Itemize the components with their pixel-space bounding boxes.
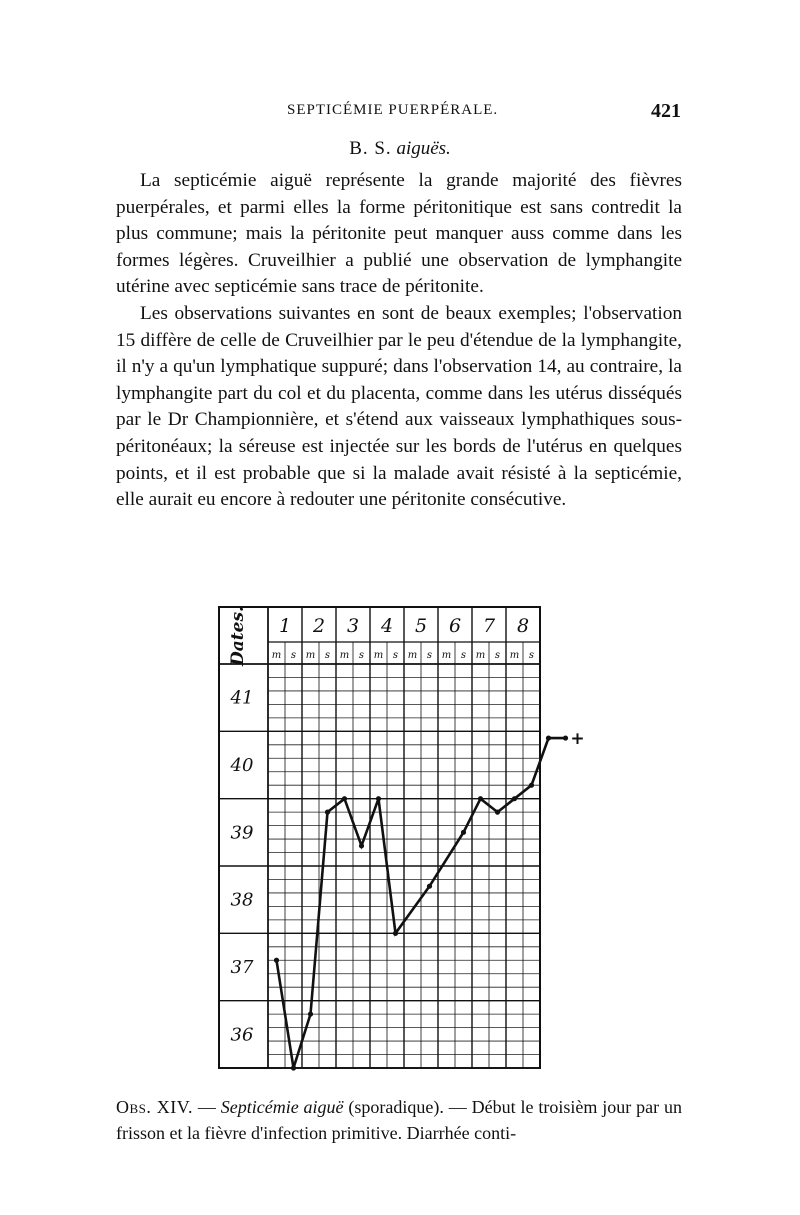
day-label: 5: [414, 615, 428, 637]
temperature-chart-svg: [218, 606, 585, 1070]
temperature-point: [325, 810, 330, 815]
temperature-point: [308, 1012, 313, 1017]
chart-frame: [219, 607, 540, 1068]
death-marker: +: [570, 729, 585, 750]
temperature-point: [342, 796, 347, 801]
sub-label: m: [373, 650, 384, 661]
temperature-point: [359, 843, 364, 848]
day-label: 2: [312, 615, 326, 637]
caption-obs: Obs. XIV.: [116, 1097, 193, 1117]
sub-label: s: [460, 650, 467, 661]
section-title: [0, 138, 800, 160]
y-tick-label: 38: [230, 889, 254, 911]
sub-label: m: [509, 650, 520, 661]
page-number: 421: [651, 100, 681, 122]
caption-dash: —: [192, 1097, 221, 1117]
paragraph-1: La septicémie aiguë représente la grande majorité des fièvres puerpérales, et parmi elles la forme péritonitique est sans contredit la plus commune; mais la péritonite peut manquer auss comme dans les formes légères. Cruveilhier a publié une observation de lymphangite utérine avec septicémie sans trace de péritonite.: [116, 170, 682, 298]
day-label: 3: [346, 615, 360, 637]
temperature-point: [427, 884, 432, 889]
paragraph-2: Les observations suivantes en sont de beaux exemples; l'observation 15 diffère de celle de Cruveilhier par le peu d'étendue de la lymphangite, il n'y a qu'un lymphatique suppuré; dans l'observation 14, au contraire, la lymphangite part du col et du placenta, comme dans les utérus disséqués par le Dr Championnière, et s'étend aux vaisseaux lymphathiques sous-péritonéaux; la séreuse est injectée sur les bords de l'utérus en quelques points, et il est probable que si la malade avait résisté à la septicémie, elle aurait eu encore à redouter une péritonite consécutive.: [116, 302, 682, 511]
day-label: 8: [516, 615, 530, 637]
sub-label: s: [358, 650, 365, 661]
y-tick-label: 36: [230, 1024, 254, 1046]
sub-label: m: [339, 650, 350, 661]
temperature-point: [274, 958, 279, 963]
sub-label: s: [392, 650, 399, 661]
sub-label: s: [528, 650, 535, 661]
temperature-chart: [218, 606, 585, 1070]
running-title: SEPTICÉMIE PUERPÉRALE.: [287, 102, 499, 118]
sub-label: s: [426, 650, 433, 661]
running-header: [115, 100, 685, 124]
y-tick-label: 41: [230, 687, 254, 709]
sub-label: m: [407, 650, 418, 661]
caption-title: Septicémie aiguë: [220, 1097, 344, 1117]
sub-label: s: [324, 650, 331, 661]
temperature-point: [495, 810, 500, 815]
day-label: 1: [278, 615, 292, 637]
caption-rest: (sporadique). — Début le troisièm jour par un frisson et la fièvre d'infection primitive. Diarrhée conti-: [116, 1097, 682, 1143]
section-title-text: aiguës.: [396, 138, 451, 159]
temperature-point: [478, 796, 483, 801]
temperature-point: [461, 830, 466, 835]
sub-label: s: [494, 650, 501, 661]
dates-corner-label: Dates.: [228, 606, 248, 666]
y-tick-label: 39: [230, 822, 254, 844]
temperature-point: [291, 1065, 296, 1070]
figure-caption: [116, 1094, 682, 1146]
sub-label: m: [271, 650, 282, 661]
body-text: [116, 168, 682, 514]
sub-label: m: [475, 650, 486, 661]
y-tick-label: 40: [230, 755, 254, 776]
temperature-point: [529, 783, 534, 788]
day-label: 6: [448, 615, 462, 637]
sub-label: m: [441, 650, 452, 661]
temperature-point: [546, 735, 551, 740]
temperature-point: [393, 931, 398, 936]
y-tick-label: 37: [230, 957, 254, 978]
section-title-lead: B. S.: [349, 138, 392, 159]
sub-label: m: [305, 650, 316, 661]
temperature-point: [512, 796, 517, 801]
sub-label: s: [290, 650, 297, 661]
temperature-point: [376, 796, 381, 801]
day-label: 7: [482, 615, 496, 637]
day-label: 4: [380, 615, 394, 637]
temperature-point: [563, 735, 568, 740]
